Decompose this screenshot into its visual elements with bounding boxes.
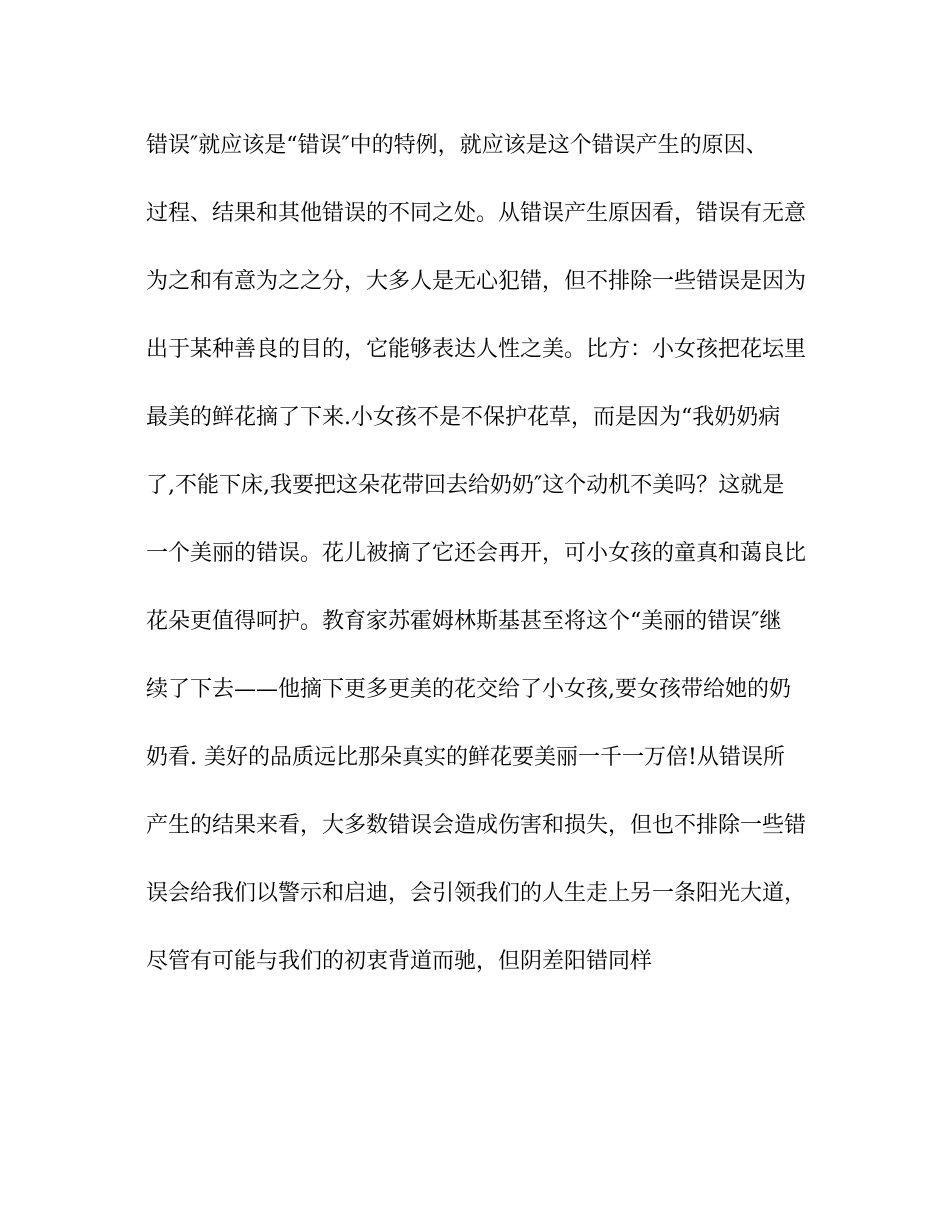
text-line-13: 尽管有可能与我们的初衷背道而驰，但阴差阳错同样 [146,949,653,974]
text-line-7: 一个美丽的错误。花儿被摘了它还会再开，可小女孩的童真和蔼良比 [146,541,807,566]
text-line-5: 最美的鲜花摘了下来.小女孩不是不保护花草，而是因为“我奶奶病 [146,405,781,430]
text-line-3: 为之和有意为之之分，大多人是无心犯错，但不排除一些错误是因为 [146,269,807,294]
body-paragraph [146,128,806,1012]
text-line-8: 花朵更值得呵护。教育家苏霍姆林斯基甚至将这个“美丽的错误″继 [146,609,782,634]
text-line-11: 产生的结果来看，大多数错误会造成伤害和损失，但也不排除一些错 [146,813,807,838]
text-line-9: 续了下去——他摘下更多更美的花交给了小女孩,要女孩带给她的奶 [146,677,791,702]
text-line-10: 奶看. 美好的品质远比那朵真实的鲜花要美丽一千一万倍!从错误所 [146,745,785,770]
text-line-1: 错误″就应该是“错误″中的特例，就应该是这个错误产生的原因、 [146,133,768,158]
text-line-6: 了,不能下床,我要把这朵花带回去给奶奶″这个动机不美吗？这就是 [146,473,785,498]
text-line-12: 误会给我们以警示和启迪，会引领我们的人生走上另一条阳光大道， [146,881,807,906]
text-line-2: 过程、结果和其他错误的不同之处。从错误产生原因看，错误有无意 [146,201,807,226]
text-line-4: 出于某种善良的目的，它能够表达人性之美。比方：小女孩把花坛里 [146,337,807,362]
